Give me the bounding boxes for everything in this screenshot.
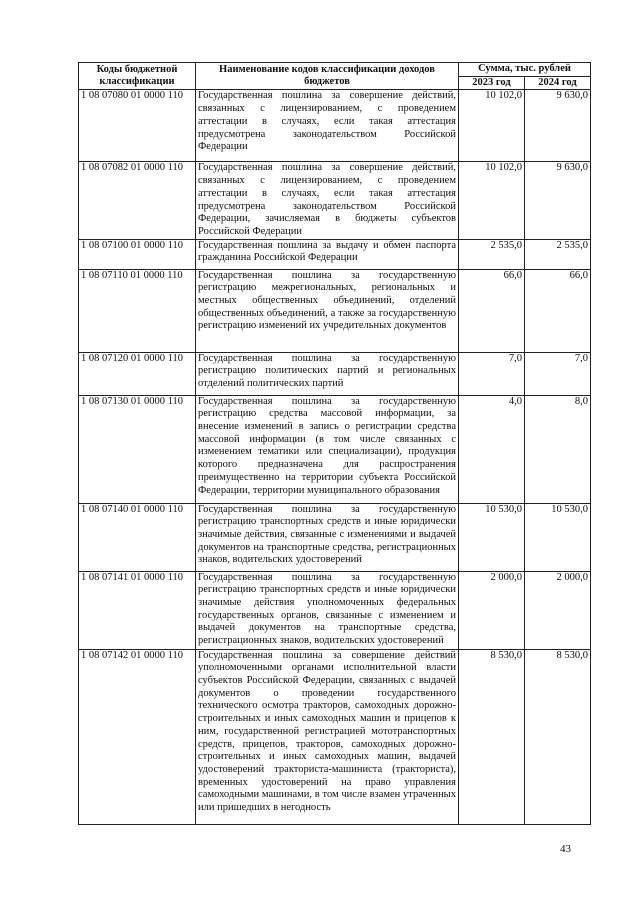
row-value-2024: 8 530,0 xyxy=(525,649,591,824)
row-value-2024: 2 535,0 xyxy=(525,239,591,269)
row-value-2023: 10 530,0 xyxy=(459,503,525,571)
table-row xyxy=(79,571,591,649)
row-name: Государственная пошлина за государственную регистрацию межрегиональных, региональных и местных общественных объединений, отделений общественных объединений, а также за государственную регистрацию изменений их учредительных документов xyxy=(196,269,459,352)
row-name: Государственная пошлина за совершение действий, связанных с лицензированием, с проведением аттестации в случаях, если такая аттестация предусмотрена законодательством Российской Федерации, зачисляемая в бюджеты субъектов Российской Федерации xyxy=(196,162,459,239)
row-code: 1 08 07110 01 0000 110 xyxy=(79,269,196,352)
table-row xyxy=(79,239,591,269)
header-year-2023: 2023 год xyxy=(459,76,525,90)
row-name: Государственная пошлина за государственную регистрацию политических партий и региональных отделений политических партий xyxy=(196,352,459,395)
row-name: Государственная пошлина за выдачу и обмен паспорта гражданина Российской Федерации xyxy=(196,239,459,269)
row-value-2023: 8 530,0 xyxy=(459,649,525,824)
row-value-2023: 10 102,0 xyxy=(459,90,525,162)
row-code: 1 08 07080 01 0000 110 xyxy=(79,90,196,162)
row-value-2023: 2 000,0 xyxy=(459,571,525,649)
row-name: Государственная пошлина за совершение действий уполномоченными органами исполнительной власти субъектов Российской Федерации, связанных с выдачей документов о проведении государственного технического осмотра тракторов, самоходных дорожно-строительных и иных самоходных машин и прицепов к ним, государственной регистрацией мототранспортных средств, прицепов, тракторов, самоходных дорожно-строительных и иных самоходных машин, выдачей удостоверений тракториста-машиниста (тракториста), временных удостоверений на право управления самоходными машинами, в том числе взамен утраченных или пришедших в негодность xyxy=(196,649,459,824)
row-value-2023: 4,0 xyxy=(459,395,525,503)
table-row xyxy=(79,352,591,395)
table-row xyxy=(79,649,591,824)
row-name: Государственная пошлина за государственную регистрацию транспортных средств и иные юридически значимые действия уполномоченных федеральных государственных органов, связанные с изменением и выдачей документов на транспортные средства, регистрационных знаков, водительских удостоверений xyxy=(196,571,459,649)
header-sum: Сумма, тыс. рублей xyxy=(459,63,591,77)
row-value-2024: 7,0 xyxy=(525,352,591,395)
row-code: 1 08 07140 01 0000 110 xyxy=(79,503,196,571)
row-value-2024: 2 000,0 xyxy=(525,571,591,649)
row-value-2023: 7,0 xyxy=(459,352,525,395)
row-code: 1 08 07082 01 0000 110 xyxy=(79,162,196,239)
row-value-2023: 66,0 xyxy=(459,269,525,352)
row-name: Государственная пошлина за государственную регистрацию средства массовой информации, за внесение изменений в запись о регистрации средства массовой информации (в том числе связанных с изменением тематики или специализации), продукция которого предназначена для распространения преимущественно на территории субъекта Российской Федерации, территории муниципального образования xyxy=(196,395,459,503)
row-name: Государственная пошлина за совершение действий, связанных с лицензированием, с проведением аттестации в случаях, если такая аттестация предусмотрена законодательством Российской Федерации xyxy=(196,90,459,162)
row-value-2024: 66,0 xyxy=(525,269,591,352)
row-code: 1 08 07100 01 0000 110 xyxy=(79,239,196,269)
row-value-2024: 9 630,0 xyxy=(525,90,591,162)
header-codes: Коды бюджетной классификации xyxy=(79,63,196,90)
row-code: 1 08 07141 01 0000 110 xyxy=(79,571,196,649)
table-row xyxy=(79,90,591,162)
row-value-2024: 9 630,0 xyxy=(525,162,591,239)
header-year-2024: 2024 год xyxy=(525,76,591,90)
row-value-2024: 8,0 xyxy=(525,395,591,503)
table-row xyxy=(79,395,591,503)
row-value-2023: 2 535,0 xyxy=(459,239,525,269)
row-name: Государственная пошлина за государственную регистрацию транспортных средств и иные юридически значимые действия, связанные с изменениями и выдачей документов на транспортные средства, регистрационных знаков, водительских удостоверений xyxy=(196,503,459,571)
table-row xyxy=(79,269,591,352)
page-number: 43 xyxy=(560,843,571,855)
row-code: 1 08 07120 01 0000 110 xyxy=(79,352,196,395)
row-code: 1 08 07142 01 0000 110 xyxy=(79,649,196,824)
row-value-2024: 10 530,0 xyxy=(525,503,591,571)
table-row xyxy=(79,162,591,239)
header-names: Наименование кодов классификации доходов бюджетов xyxy=(196,63,459,90)
row-code: 1 08 07130 01 0000 110 xyxy=(79,395,196,503)
budget-revenue-table xyxy=(78,62,591,825)
row-value-2023: 10 102,0 xyxy=(459,162,525,239)
table-row xyxy=(79,503,591,571)
